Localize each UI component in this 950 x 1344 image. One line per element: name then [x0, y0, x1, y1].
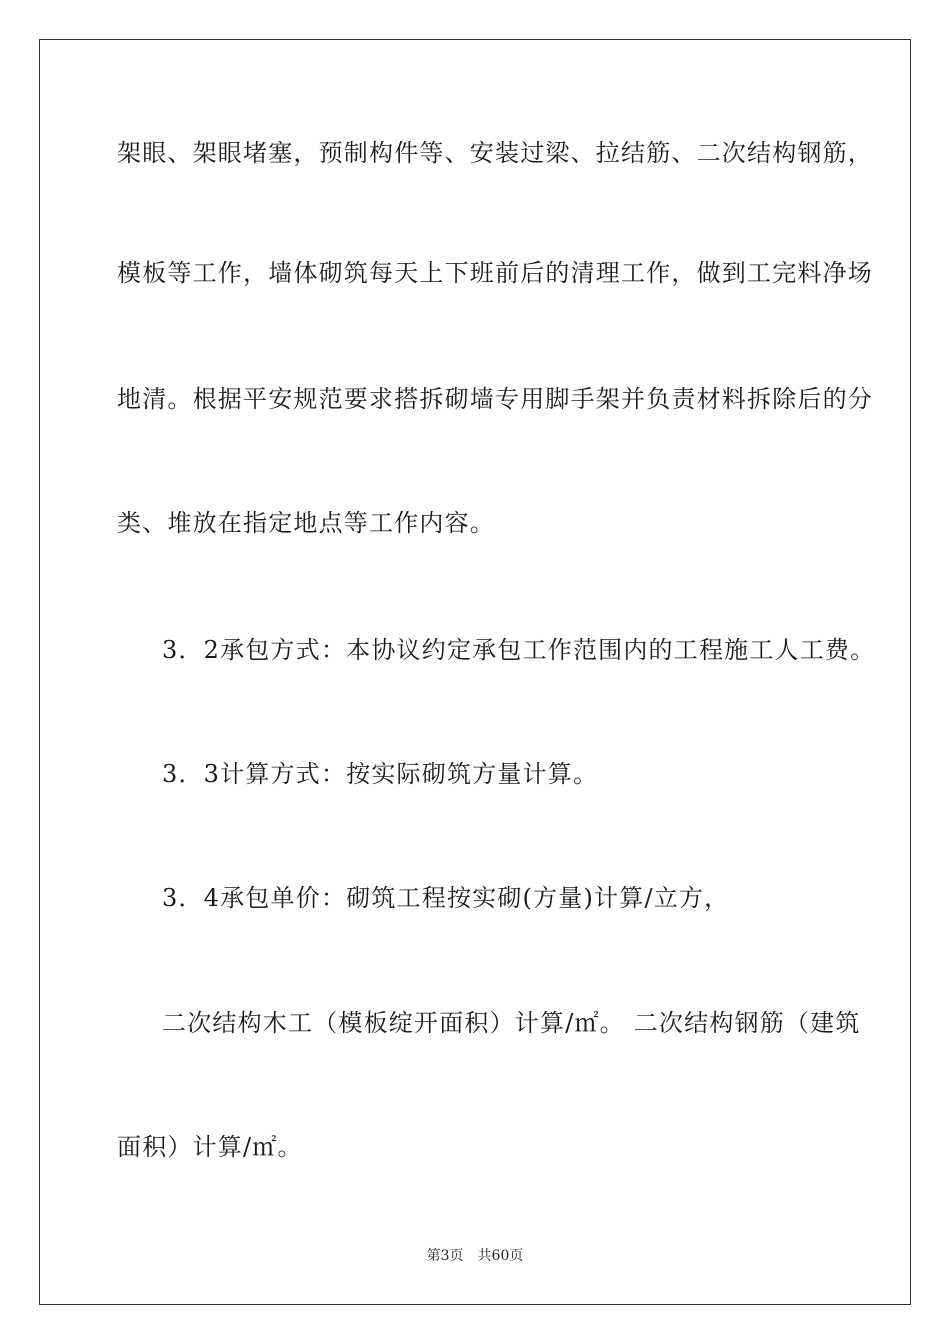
paragraph-line: 类、堆放在指定地点等工作内容。 — [117, 509, 495, 537]
paragraph-line: 模板等工作，墙体砌筑每天上下班前后的清理工作，做到工完料净场 — [117, 259, 873, 287]
clause-3-4: 3．4承包单价：砌筑工程按实砌(方量)计算/立方， — [162, 884, 730, 912]
page-total: 共60页 — [477, 1248, 524, 1264]
page-border — [39, 39, 911, 1305]
page-footer — [0, 1247, 950, 1265]
paragraph-line: 面积）计算/㎡。 — [117, 1133, 303, 1161]
clause-3-2: 3．2承包方式：本协议约定承包工作范围内的工程施工人工费。 — [162, 636, 876, 664]
paragraph-line: 二次结构木工（模板绽开面积）计算/㎡。 二次结构钢筋（建筑 — [162, 1009, 861, 1037]
clause-3-3: 3．3计算方式：按实际砌筑方量计算。 — [162, 760, 599, 788]
paragraph-line: 地清。根据平安规范要求搭拆砌墙专用脚手架并负责材料拆除后的分 — [117, 385, 873, 413]
paragraph-line: 架眼、架眼堵塞，预制构件等、安装过梁、拉结筋、二次结构钢筋， — [117, 139, 873, 167]
page-number: 第3页 — [426, 1248, 464, 1264]
